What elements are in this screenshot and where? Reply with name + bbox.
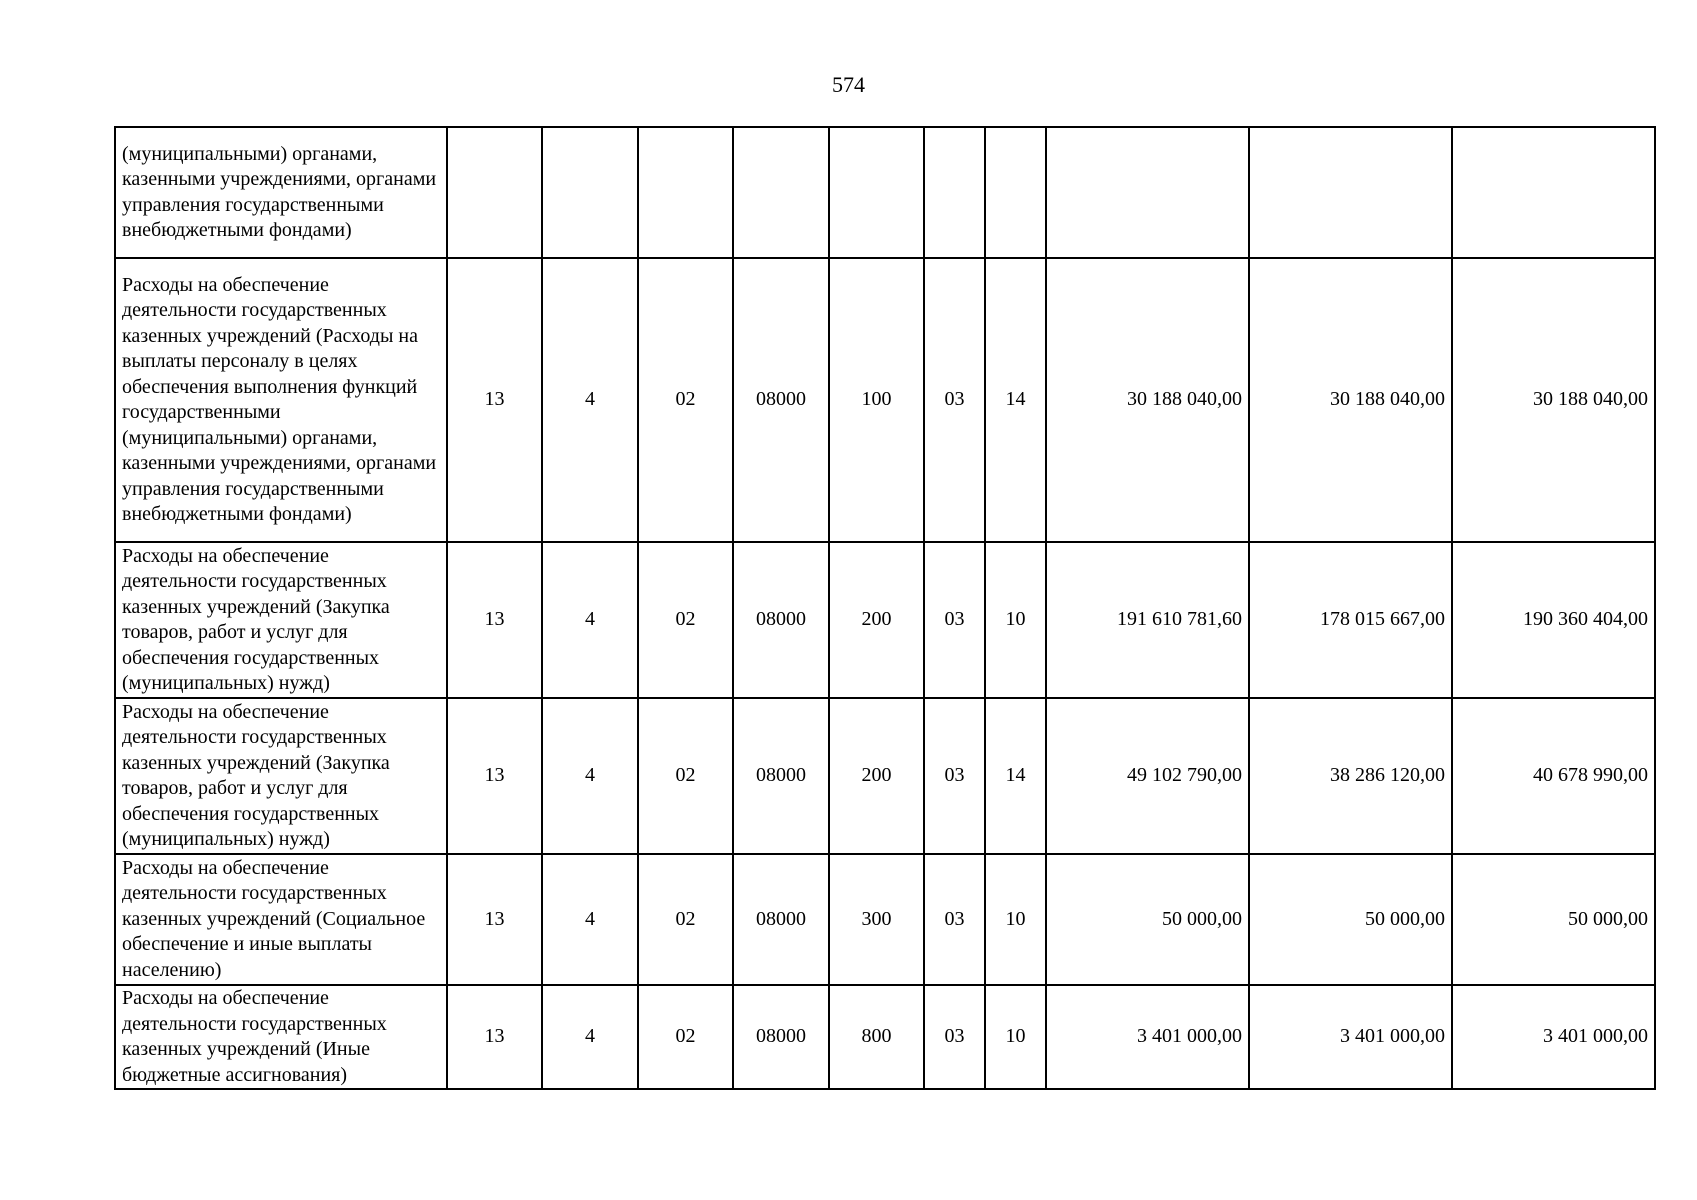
amount-cell: 30 188 040,00	[1046, 258, 1249, 542]
row-description: Расходы на обеспечение деятельности государственных казенных учреждений (Иные бюджетные ассигнования)	[115, 985, 447, 1089]
row-description: Расходы на обеспечение деятельности государственных казенных учреждений (Расходы на выплаты персоналу в целях обеспечения выполнения функций государственными (муниципальными) органами, казенными учреждениями, органами управления государственными внебюджетными фондами)	[115, 258, 447, 542]
code-cell: 4	[542, 985, 638, 1089]
amount-cell: 50 000,00	[1249, 854, 1452, 985]
code-cell: 13	[447, 854, 542, 985]
budget-table	[114, 126, 1656, 1090]
amount-cell: 190 360 404,00	[1452, 542, 1655, 698]
code-cell: 4	[542, 698, 638, 854]
row-description: Расходы на обеспечение деятельности государственных казенных учреждений (Закупка товаров, работ и услуг для обеспечения государственных (муниципальных) нужд)	[115, 698, 447, 854]
amount-cell: 38 286 120,00	[1249, 698, 1452, 854]
code-cell: 08000	[733, 258, 829, 542]
code-cell: 03	[924, 854, 985, 985]
table-row	[115, 542, 1655, 698]
code-cell: 14	[985, 258, 1046, 542]
code-cell: 08000	[733, 985, 829, 1089]
row-description: (муниципальными) органами, казенными учреждениями, органами управления государственными внебюджетными фондами)	[115, 127, 447, 258]
code-cell: 10	[985, 985, 1046, 1089]
code-cell	[733, 127, 829, 258]
code-cell: 08000	[733, 698, 829, 854]
table-row	[115, 985, 1655, 1089]
code-cell: 02	[638, 854, 733, 985]
code-cell: 4	[542, 258, 638, 542]
code-cell	[447, 127, 542, 258]
table-row	[115, 258, 1655, 542]
code-cell: 13	[447, 985, 542, 1089]
code-cell: 13	[447, 258, 542, 542]
code-cell	[924, 127, 985, 258]
amount-cell: 3 401 000,00	[1046, 985, 1249, 1089]
row-description: Расходы на обеспечение деятельности государственных казенных учреждений (Социальное обеспечение и иные выплаты населению)	[115, 854, 447, 985]
code-cell: 200	[829, 698, 924, 854]
table-row	[115, 698, 1655, 854]
code-cell: 08000	[733, 854, 829, 985]
code-cell	[638, 127, 733, 258]
code-cell	[829, 127, 924, 258]
code-cell: 4	[542, 854, 638, 985]
amount-cell: 30 188 040,00	[1452, 258, 1655, 542]
amount-cell: 50 000,00	[1452, 854, 1655, 985]
amount-cell	[1046, 127, 1249, 258]
code-cell: 13	[447, 542, 542, 698]
amount-cell: 178 015 667,00	[1249, 542, 1452, 698]
code-cell: 100	[829, 258, 924, 542]
code-cell: 03	[924, 698, 985, 854]
code-cell: 13	[447, 698, 542, 854]
code-cell: 200	[829, 542, 924, 698]
amount-cell: 49 102 790,00	[1046, 698, 1249, 854]
code-cell: 02	[638, 258, 733, 542]
table-row	[115, 854, 1655, 985]
code-cell: 03	[924, 985, 985, 1089]
page-number: 574	[832, 72, 865, 97]
code-cell: 4	[542, 542, 638, 698]
code-cell	[542, 127, 638, 258]
code-cell	[985, 127, 1046, 258]
code-cell: 08000	[733, 542, 829, 698]
code-cell: 10	[985, 542, 1046, 698]
code-cell: 800	[829, 985, 924, 1089]
amount-cell: 50 000,00	[1046, 854, 1249, 985]
code-cell: 03	[924, 258, 985, 542]
amount-cell	[1452, 127, 1655, 258]
code-cell: 02	[638, 698, 733, 854]
code-cell: 03	[924, 542, 985, 698]
code-cell: 02	[638, 985, 733, 1089]
code-cell: 300	[829, 854, 924, 985]
amount-cell: 40 678 990,00	[1452, 698, 1655, 854]
code-cell: 14	[985, 698, 1046, 854]
code-cell: 10	[985, 854, 1046, 985]
amount-cell: 191 610 781,60	[1046, 542, 1249, 698]
amount-cell: 30 188 040,00	[1249, 258, 1452, 542]
amount-cell	[1249, 127, 1452, 258]
amount-cell: 3 401 000,00	[1452, 985, 1655, 1089]
row-description: Расходы на обеспечение деятельности государственных казенных учреждений (Закупка товаров, работ и услуг для обеспечения государственных (муниципальных) нужд)	[115, 542, 447, 698]
code-cell: 02	[638, 542, 733, 698]
amount-cell: 3 401 000,00	[1249, 985, 1452, 1089]
table-row	[115, 127, 1655, 258]
